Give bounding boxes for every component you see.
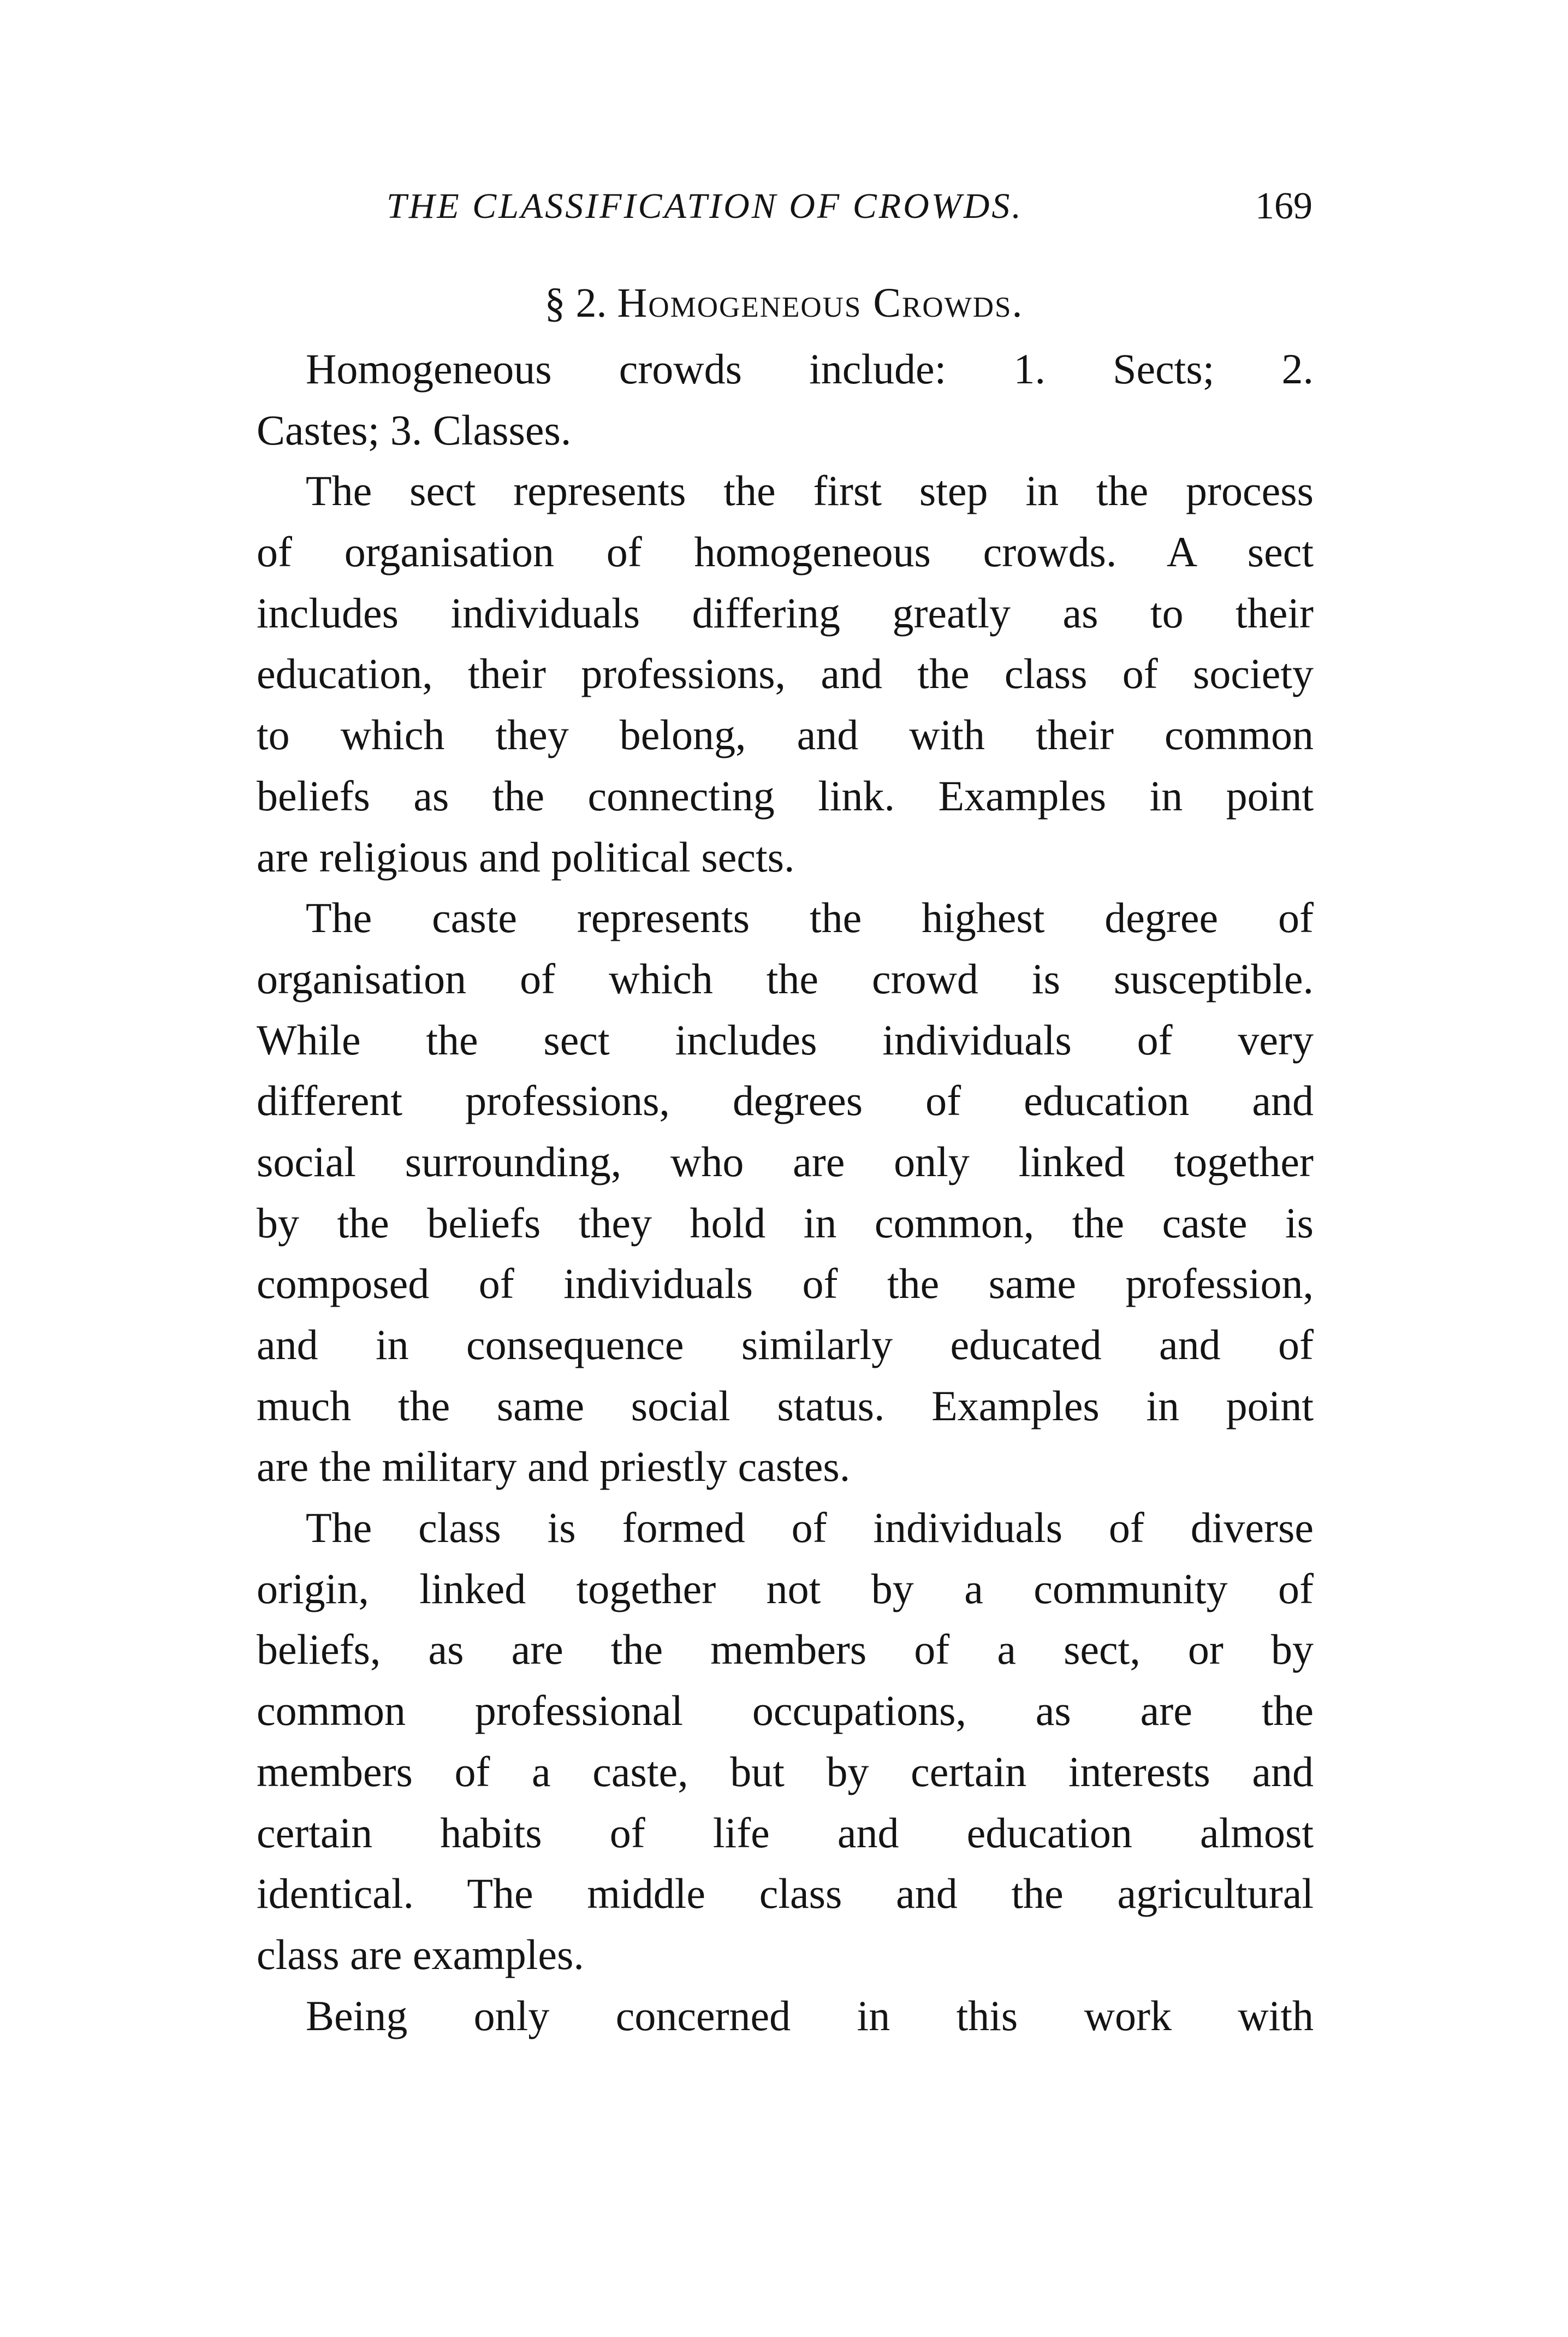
page-number: 169: [1255, 185, 1312, 227]
running-head: [256, 179, 1312, 234]
text-line: of organisation of homogeneous crowds. A sect: [257, 528, 1314, 576]
text-line: composed of individuals of the same profession,: [257, 1260, 1314, 1308]
section-title: Homogeneous Crowds.: [617, 280, 1024, 326]
text-line: to which they belong, and with their common: [257, 711, 1314, 759]
text-line: are the military and priestly castes.: [257, 1443, 851, 1491]
text-line: by the beliefs they hold in common, the caste is: [257, 1199, 1314, 1247]
text-line: The class is formed of individuals of diverse: [306, 1504, 1314, 1552]
text-line: While the sect includes individuals of very: [257, 1016, 1314, 1064]
text-line: and in consequence similarly educated and of: [257, 1321, 1314, 1368]
paragraph-4: [257, 1497, 1314, 1985]
text-line: are religious and political sects.: [257, 833, 795, 881]
text-line: beliefs, as are the members of a sect, or by: [257, 1626, 1314, 1674]
text-line: social surrounding, who are only linked together: [257, 1137, 1314, 1185]
text-line: Castes; 3. Classes.: [257, 406, 572, 454]
paragraph-2: [257, 460, 1314, 887]
text-line: education, their professions, and the class of society: [257, 650, 1314, 698]
paragraph-3: [257, 887, 1314, 1497]
text-line: common professional occupations, as are the: [257, 1687, 1314, 1735]
text-line: much the same social status. Examples in point: [257, 1381, 1314, 1430]
text-line: Being only concerned in this work with: [306, 1991, 1314, 2039]
text-line: includes individuals differing greatly as to their: [257, 589, 1314, 637]
text-line: different professions, degrees of education and: [257, 1077, 1314, 1125]
text-line: The sect represents the first step in the process: [306, 467, 1314, 515]
section-number: § 2.: [544, 280, 607, 326]
text-line: identical. The middle class and the agricultural: [257, 1870, 1314, 1918]
running-title: THE CLASSIFICATION OF CROWDS.: [387, 186, 1023, 226]
text-line: certain habits of life and education almost: [257, 1808, 1314, 1856]
body-text: [257, 339, 1314, 2046]
text-line: class are examples.: [257, 1930, 584, 1978]
text-line: organisation of which the crowd is susceptible.: [257, 954, 1314, 1003]
text-line: members of a caste, but by certain interests and: [257, 1747, 1314, 1795]
text-line: The caste represents the highest degree of: [306, 894, 1314, 942]
text-line: Homogeneous crowds include: 1. Sects; 2.: [306, 345, 1314, 393]
text-line: beliefs as the connecting link. Examples in point: [257, 772, 1314, 820]
paragraph-1: [257, 339, 1314, 460]
section-heading: [256, 273, 1312, 333]
text-line: origin, linked together not by a community of: [257, 1564, 1314, 1612]
paragraph-5: [257, 1985, 1314, 2047]
